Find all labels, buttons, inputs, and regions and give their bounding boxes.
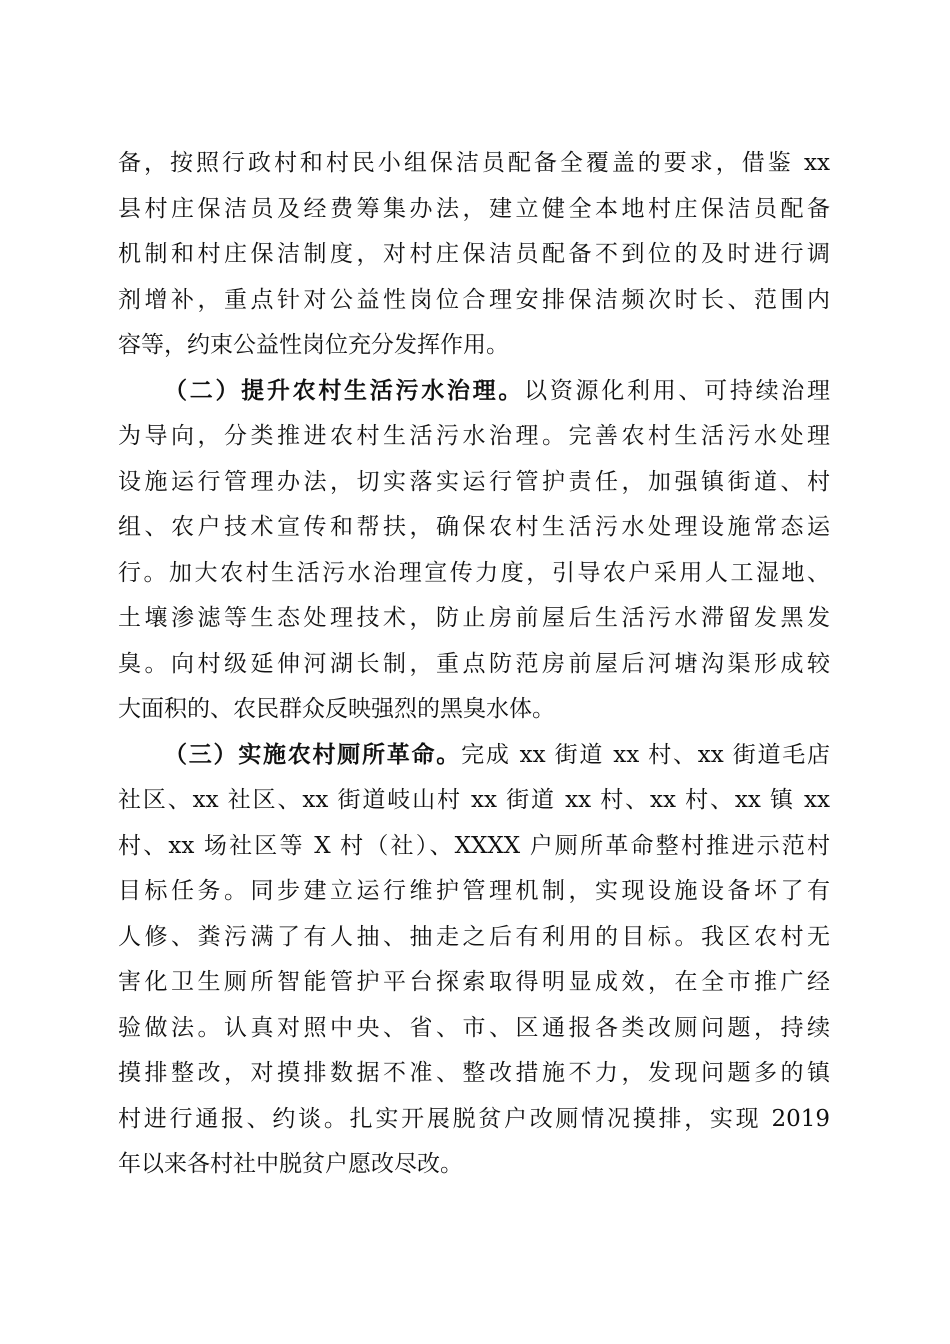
text-line: 验做法。认真对照中央、省、市、区通报各类改厕问题，持续 — [118, 1015, 830, 1041]
paragraph-first-line — [164, 371, 830, 411]
text-line: 设施运行管理办法，切实落实运行管护责任，加强镇街道、村 — [118, 469, 830, 495]
text-line: 机制和村庄保洁制度，对村庄保洁员配备不到位的及时进行调 — [118, 241, 830, 267]
section-heading: （二）提升农村生活污水治理。 — [164, 378, 525, 404]
text-line: 为导向，分类推进农村生活污水治理。完善农村生活污水处理 — [118, 423, 830, 449]
section-heading: （三）实施农村厕所革命。 — [164, 742, 462, 768]
text-line: 村、xx 场社区等 X 村（社）、XXXX 户厕所革命整村推进示范村 — [118, 833, 830, 859]
text-line: 容等，约束公益性岗位充分发挥作用。 — [118, 332, 509, 358]
text-line: 备，按照行政村和村民小组保洁员配备全覆盖的要求，借鉴 xx — [118, 150, 830, 176]
text-line: 人修、粪污满了有人抽、抽走之后有利用的目标。我区农村无 — [118, 924, 830, 950]
text-span: 以资源化利用、可持续治理 — [524, 378, 831, 404]
paragraph-first-line — [164, 735, 830, 775]
text-line: 社区、xx 社区、xx 街道岐山村 xx 街道 xx 村、xx 村、xx 镇 xx — [118, 787, 830, 813]
text-line: 摸排整改，对摸排数据不准、整改措施不力，发现问题多的镇 — [118, 1060, 830, 1086]
text-line: 行。加大农村生活污水治理宣传力度，引导农户采用人工湿地、 — [118, 560, 830, 586]
text-line: 县村庄保洁员及经费筹集办法，建立健全本地村庄保洁员配备 — [118, 196, 830, 222]
text-line: 剂增补，重点针对公益性岗位合理安排保洁频次时长、范围内 — [118, 287, 830, 313]
text-line: 臭。向村级延伸河湖长制，重点防范房前屋后河塘沟渠形成较 — [118, 651, 830, 677]
text-line: 年以来各村社中脱贫户愿改尽改。 — [118, 1151, 463, 1177]
text-line: 组、农户技术宣传和帮扶，确保农村生活污水处理设施常态运 — [118, 514, 830, 540]
text-line: 大面积的、农民群众反映强烈的黑臭水体。 — [118, 696, 555, 722]
text-line: 害化卫生厕所智能管护平台探索取得明显成效，在全市推广经 — [118, 969, 830, 995]
text-line: 目标任务。同步建立运行维护管理机制，实现设施设备坏了有 — [118, 878, 830, 904]
text-line: 土壤渗滤等生态处理技术，防止房前屋后生活污水滞留发黑发 — [118, 605, 830, 631]
text-line: 村进行通报、约谈。扎实开展脱贫户改厕情况摸排，实现 2019 — [118, 1106, 830, 1132]
text-span: 完成 xx 街道 xx 村、xx 街道毛店 — [461, 742, 831, 768]
